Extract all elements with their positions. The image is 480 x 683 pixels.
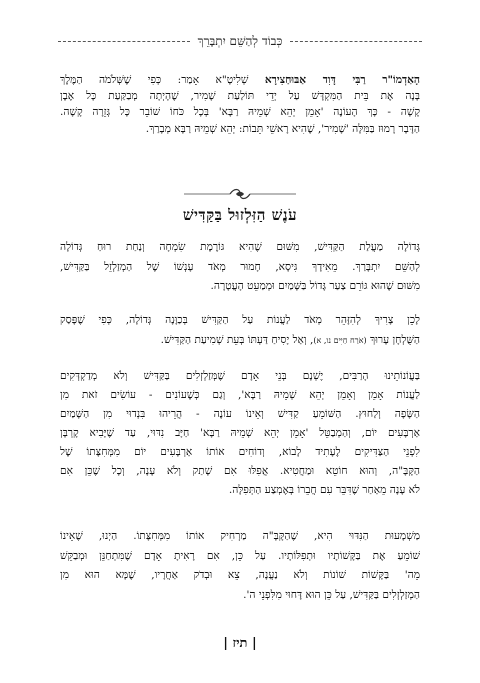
p3-citation: (אֹרַח חַיִּים נו, א) bbox=[313, 335, 367, 345]
intro-line-4: הַדָּבָר רָמוּז בַּמִּלָּה 'שָׁמִיר', שֶׁהִיא רָאשֵׁי תֵּבוֹת: יְהֵא שְׁמֵיהּ רַבָּא מְבָרַךְ. bbox=[145, 122, 420, 135]
p3-source: הַשֻּׁלְחָן עָרוּךְ bbox=[370, 333, 420, 346]
header-rule-right bbox=[290, 41, 422, 42]
flourish-divider-icon bbox=[180, 186, 300, 202]
paragraph-caution bbox=[60, 311, 420, 350]
intro-paragraph bbox=[60, 72, 420, 137]
p4-line-5: לִפְנֵי הַצַּדִּיקִים לֶעָתִיד לָבוֹא, וְדוֹחִים אוֹתוֹ אַרְבָּעִים יוֹם מִמְּחִצָּתוֹ שֶׁל bbox=[60, 446, 420, 458]
paragraph-greatness bbox=[60, 238, 420, 297]
rabbi-name: הָאַדְמוֹ"ר רַבִּי דָּוִד אַבּוּחַצִירָא bbox=[264, 74, 420, 86]
intro-line-1: שְׁלִיטָ"א אָמַר: כְּפִי שֶׁשְּׁלֹמֹה הַמֶּלֶךְ bbox=[60, 74, 249, 86]
page-number: | תיז | bbox=[223, 636, 257, 651]
p3-line-1: לָכֵן צָרִיךְ לְהִזָּהֵר מְאֹד לַעֲנוֹת עַל הַקַּדִּישׁ בְּכַוָּנָה גְּדוֹלָה, כְּפִי שֶׁפָּסַק bbox=[60, 314, 420, 326]
p2-line-1: גְּדוֹלָה מַעֲלַת הַקַּדִּישׁ, מִשּׁוּם שֶׁהִיא גּוֹרֶמֶת שִׂמְחָה וְנַחַת רוּחַ גְּדוֹלָה bbox=[60, 241, 420, 253]
p5-line-2: שׁוֹמֵעַ אֶת בַּקָּשׁוֹתָיו וּתְפִלּוֹתָיו. עַל כֵּן, אִם רָאִיתָ אָדָם שֶׁמִּתְחַנֵּן וּמְבַקֵּשׁ bbox=[60, 549, 420, 562]
p5-line-4: הַמְזַלְזְלִים בַּקַּדִּישׁ, עַל כֵּן הוּא דָּחוּי מִלִּפְנֵי ה'. bbox=[243, 588, 420, 601]
header-rule-left bbox=[58, 41, 190, 42]
p5-line-1: מַשְׁמָעוּת הַנִּדּוּי הִיא, שֶׁהַקָּבָּ"ה מַרְחִיק אוֹתוֹ מִמְּחִצָּתוֹ. הַיְנוּ, שֶׁאֵינוֹ bbox=[60, 530, 420, 542]
header-title: כְּבוֹד לְהַשֵּׁם יִתְבָּרֵךְ bbox=[197, 34, 283, 48]
p4-line-1: בַּעֲוֹנוֹתֵינוּ הָרַבִּים, יֶשְׁנָם בְּנֵי אָדָם שֶׁמְּזַלְזְלִים בַּקַּדִּישׁ וְלֹא מְדַקְדְּקִים bbox=[60, 370, 420, 382]
p4-line-4: אַרְבָּעִים יוֹם, וְהַמְבַטֵּל 'אָמֵן יְהֵא שְׁמֵיהּ רַבָּא' חַיָּב נִדּוּי, עַד שֶׁיָּבִיא קָרְבָּן bbox=[60, 427, 420, 439]
p4-line-7: לֹא עָנָה מֵאַחַר שֶׁדִּבֵּר עִם חֲבֵרוֹ בְּאֶמְצַע הַתְּפִלָּה. bbox=[228, 484, 420, 496]
page-footer bbox=[0, 632, 480, 651]
p2-line-2: לְהַשֵּׁם יִתְבָּרַךְ. מֵאִידָךְ גִּיסָא, חָמוּר מְאֹד עָנְשׁוֹ שֶׁל הַמְזַלְזֵל בַּקַּדִּישׁ, bbox=[60, 260, 420, 273]
section-title: עֹנֶשׁ הַזִּלְזוּל בַּקַּדִּישׁ bbox=[182, 206, 298, 224]
p4-line-3: הַשָּׂפָה וְלַחוּץ. הַשּׁוֹמֵעַ קַדִּישׁ וְאֵינוֹ עוֹנֶה - הֲרֵיהוּ בִּנְדוּי מִן הַשָּׁמַיִם bbox=[60, 408, 420, 420]
p2-line-3: מִשּׁוּם שֶׁהוּא גּוֹרֵם צַעַר גָּדוֹל בַּשָּׁמַיִם וּמְמַעֵט הָעֲטָרָה. bbox=[210, 280, 420, 292]
paragraph-meaning bbox=[60, 527, 420, 605]
paragraph-sins bbox=[60, 367, 420, 500]
p4-line-2: לַעֲנוֹת אָמֵן וְאָמֵן יְהֵא שְׁמֵיהּ רַבָּא', וְגַם כְּשֶׁעוֹנִים - עוֹשִׂים זֹאת מִן bbox=[60, 389, 420, 401]
intro-line-3: קָשָׁה - כָּךְ הָעוֹנֶה 'אָמֵן יְהֵא שְׁמֵיהּ רַבָּא' בְּכָל כֹּחוֹ שׁוֹבֵר כָּל גְּזֵרָה קָשָׁה. bbox=[60, 106, 420, 119]
intro-line-2: בָּנָה אֶת בֵּית הַמִּקְדָּשׁ עַל יְדֵי תּוֹלַעַת שָׁמִיר, שֶׁהָיְתָה מְבַקַּעַת כָּל אֶבֶן bbox=[60, 90, 420, 103]
p4-line-6: הַקָּבָּ"ה, וְהוּא חוֹטֵא וּמַחֲטִיא. אֲפִלּוּ אִם שָׁתַק וְלֹא עָנָה, וְכָל שֶׁכֵּן אִם bbox=[60, 465, 420, 477]
running-header bbox=[58, 34, 422, 49]
p3-line-2: , וְאַל יָסִיחַ דַּעְתּוֹ בְּעֵת שְׁמִיעַת הַקַּדִּישׁ. bbox=[160, 333, 314, 346]
p5-line-3: מֵה' בַּקָּשׁוֹת שׁוֹנוֹת וְלֹא נַעֲנָה, צֵא וּבְדֹק אַחֲרָיו, שֶׁמָּא הוּא מִן bbox=[60, 569, 420, 581]
